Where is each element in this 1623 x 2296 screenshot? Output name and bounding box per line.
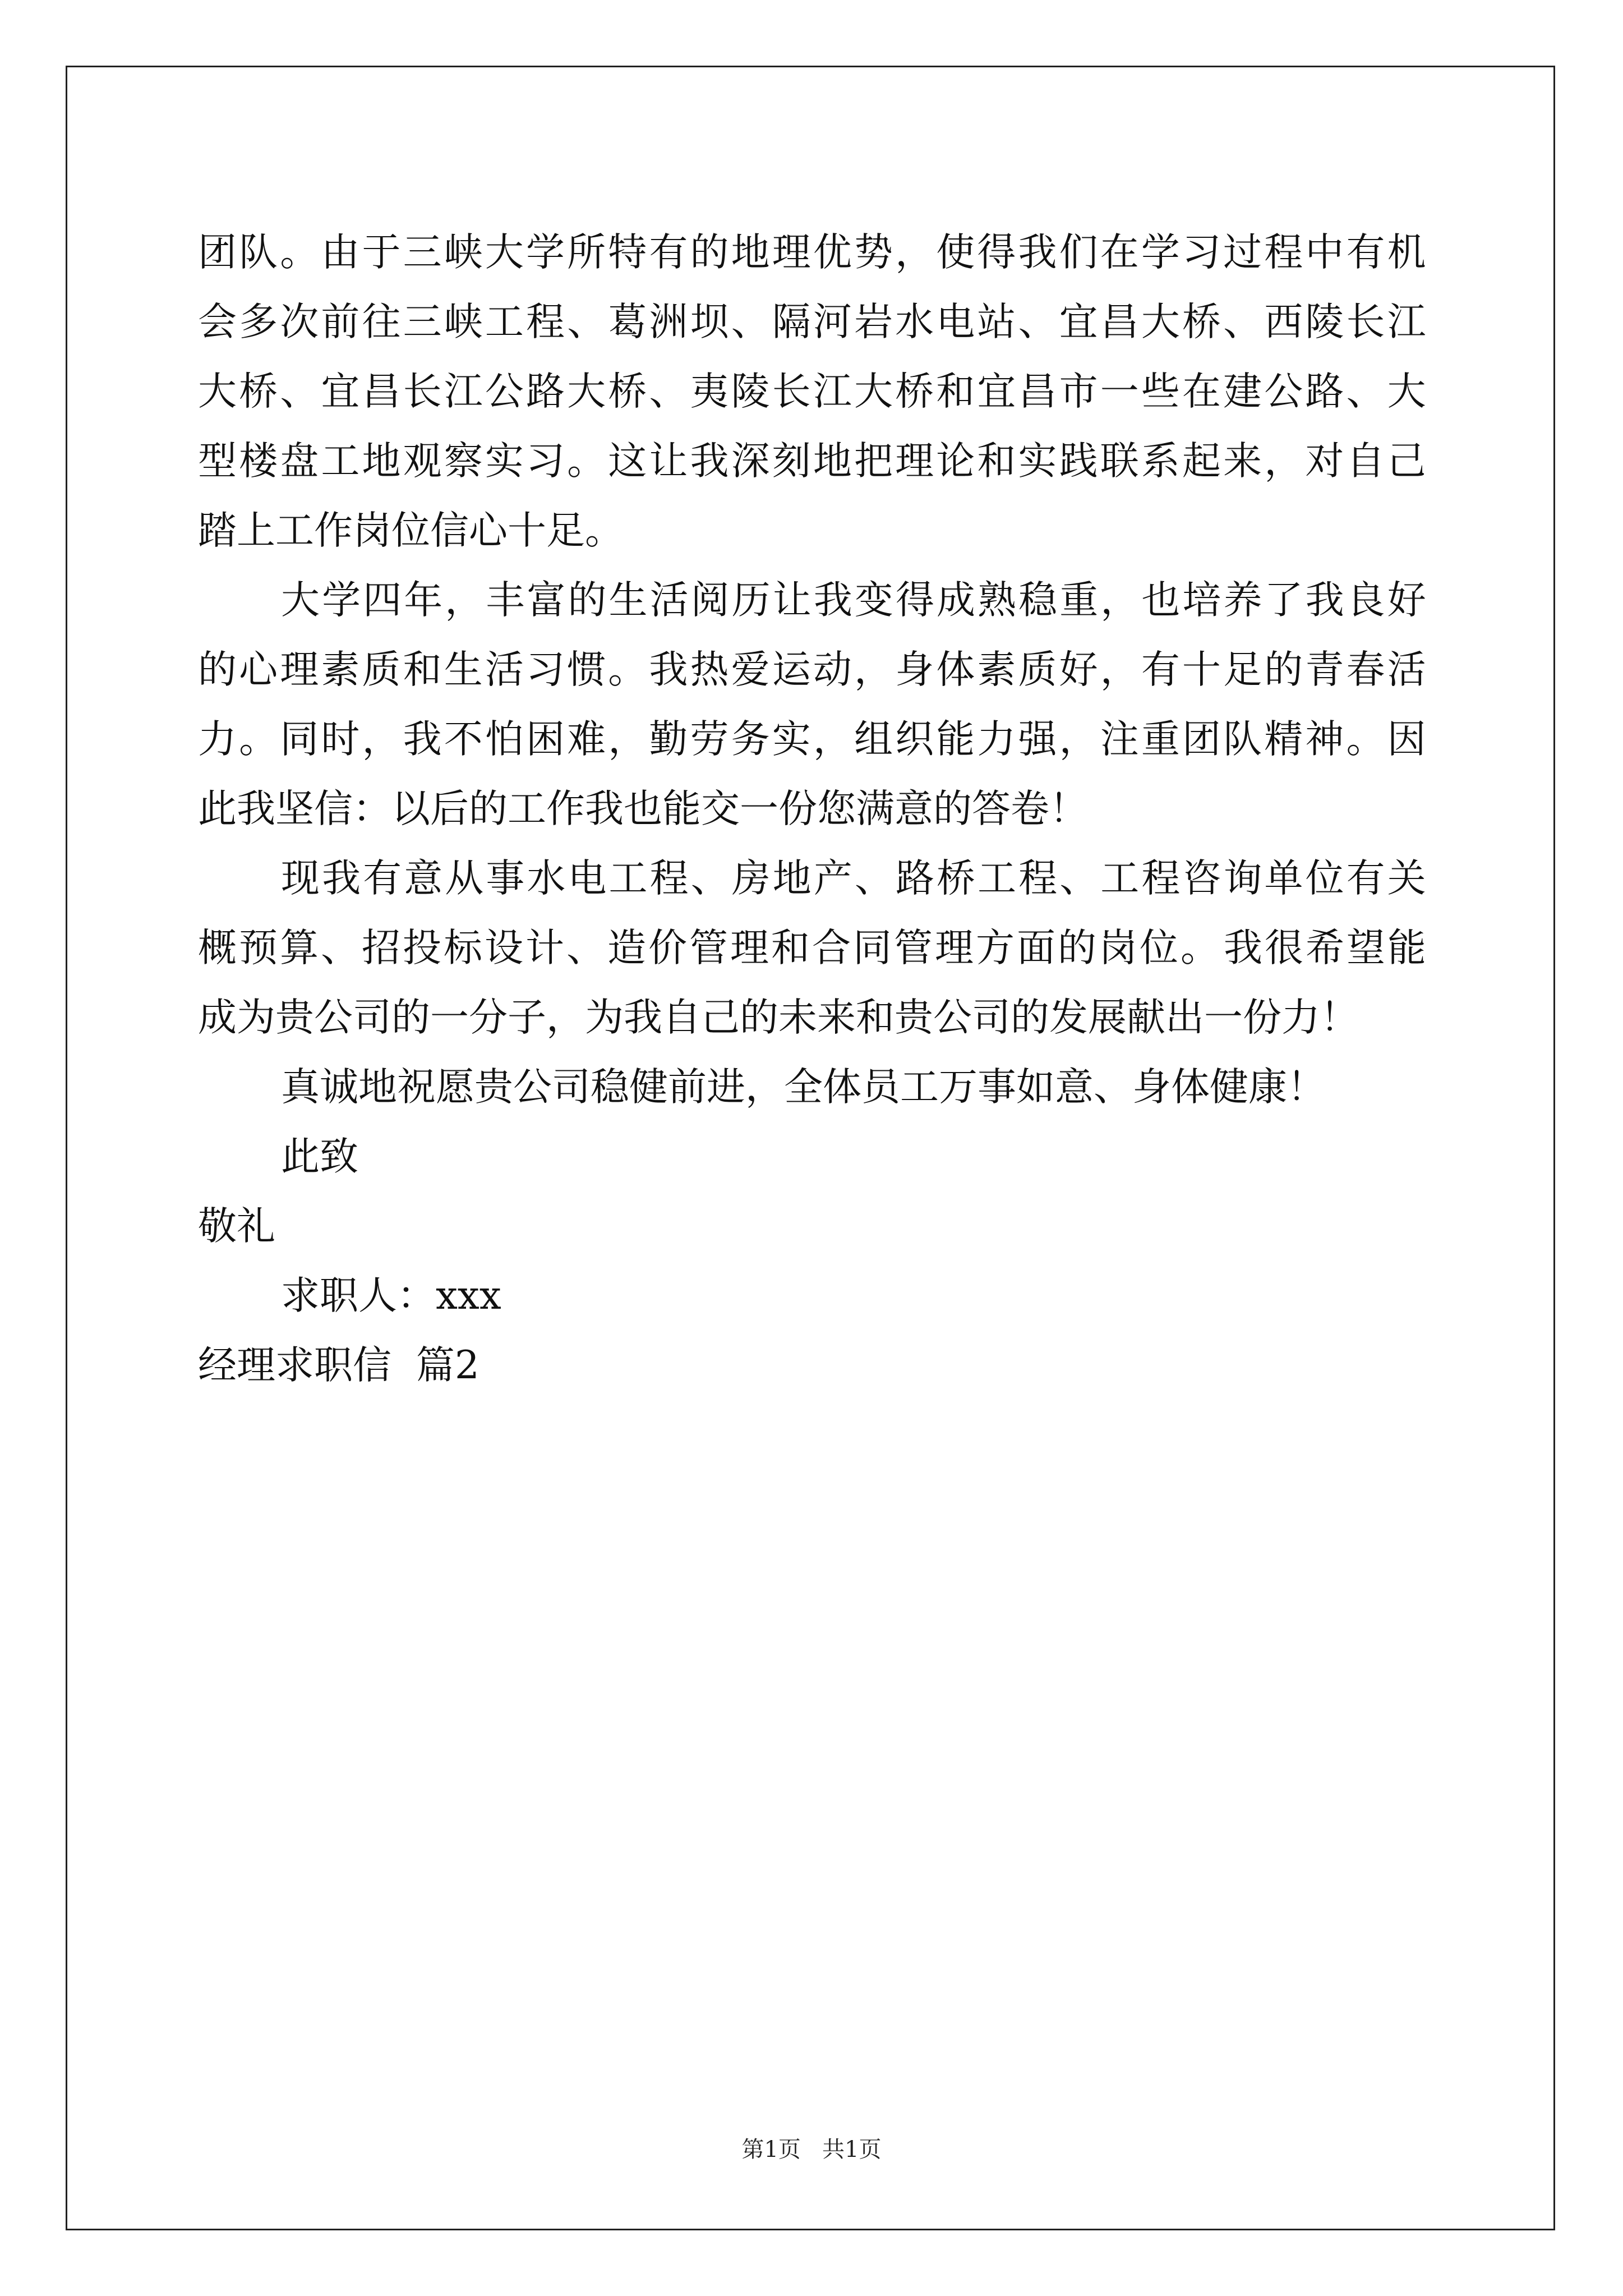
paragraph-2-line-4: 此我坚信：以后的工作我也能交一份您满意的答卷！ bbox=[198, 786, 1088, 831]
paragraph-3-line-1: 现 我 有 意 从 事 水 电 工 程 、 房 地 产 、 路 桥 工 程 、 工 程 咨 询 单 位 有 关 bbox=[281, 856, 1426, 901]
paragraph-1-line-3: 大 桥 、 宜 昌 长 江 公 路 大 桥 、 夷 陵 长 江 大 桥 和 宜 昌 市 一 些 在 建 公 路 、 大 bbox=[198, 369, 1426, 414]
page-footer: 第1页 共1页 bbox=[741, 2137, 882, 2162]
paragraph-2-line-2: 的 心 理 素 质 和 生 活 习 惯 。 我 热 爱 运 动 ， 身 体 素 质 好 ， 有 十 足 的 青 春 活 bbox=[198, 647, 1426, 692]
paragraph-1-line-5: 踏上工作岗位信心十足。 bbox=[198, 508, 624, 553]
section-heading: 经理求职信 篇2 bbox=[198, 1343, 479, 1388]
closing-regards: 敬礼 bbox=[198, 1204, 275, 1249]
signature: 求职人：xxx bbox=[281, 1273, 501, 1318]
closing-salutation: 此致 bbox=[281, 1134, 358, 1179]
paragraph-3-line-3: 成为贵公司的一分子，为我自己的未来和贵公司的发展献出一份力！ bbox=[198, 995, 1359, 1040]
paragraph-4: 真诚地祝愿贵公司稳健前进，全体员工万事如意、身体健康！ bbox=[281, 1065, 1326, 1110]
paragraph-1-line-4: 型 楼 盘 工 地 观 察 实 习 。 这 让 我 深 刻 地 把 理 论 和 实 践 联 系 起 来 ， 对 自 己 bbox=[198, 439, 1426, 484]
paragraph-2-line-3: 力 。 同 时 ， 我 不 怕 困 难 ， 勤 劳 务 实 ， 组 织 能 力 强 ， 注 重 团 队 精 神 。 因 bbox=[198, 717, 1426, 762]
paragraph-3-line-2: 概 预 算 、 招 投 标 设 计 、 造 价 管 理 和 合 同 管 理 方 面 的 岗 位 。 我 很 希 望 能 bbox=[198, 926, 1426, 970]
paragraph-1-line-2: 会 多 次 前 往 三 峡 工 程 、 葛 洲 坝 、 隔 河 岩 水 电 站 、 宜 昌 大 桥 、 西 陵 长 江 bbox=[198, 300, 1426, 344]
paragraph-1-line-1: 团 队 。 由 于 三 峡 大 学 所 特 有 的 地 理 优 势 ， 使 得 我 们 在 学 习 过 程 中 有 机 bbox=[198, 230, 1426, 275]
paragraph-2-line-1: 大 学 四 年 ， 丰 富 的 生 活 阅 历 让 我 变 得 成 熟 稳 重 ， 也 培 养 了 我 良 好 bbox=[281, 578, 1426, 623]
